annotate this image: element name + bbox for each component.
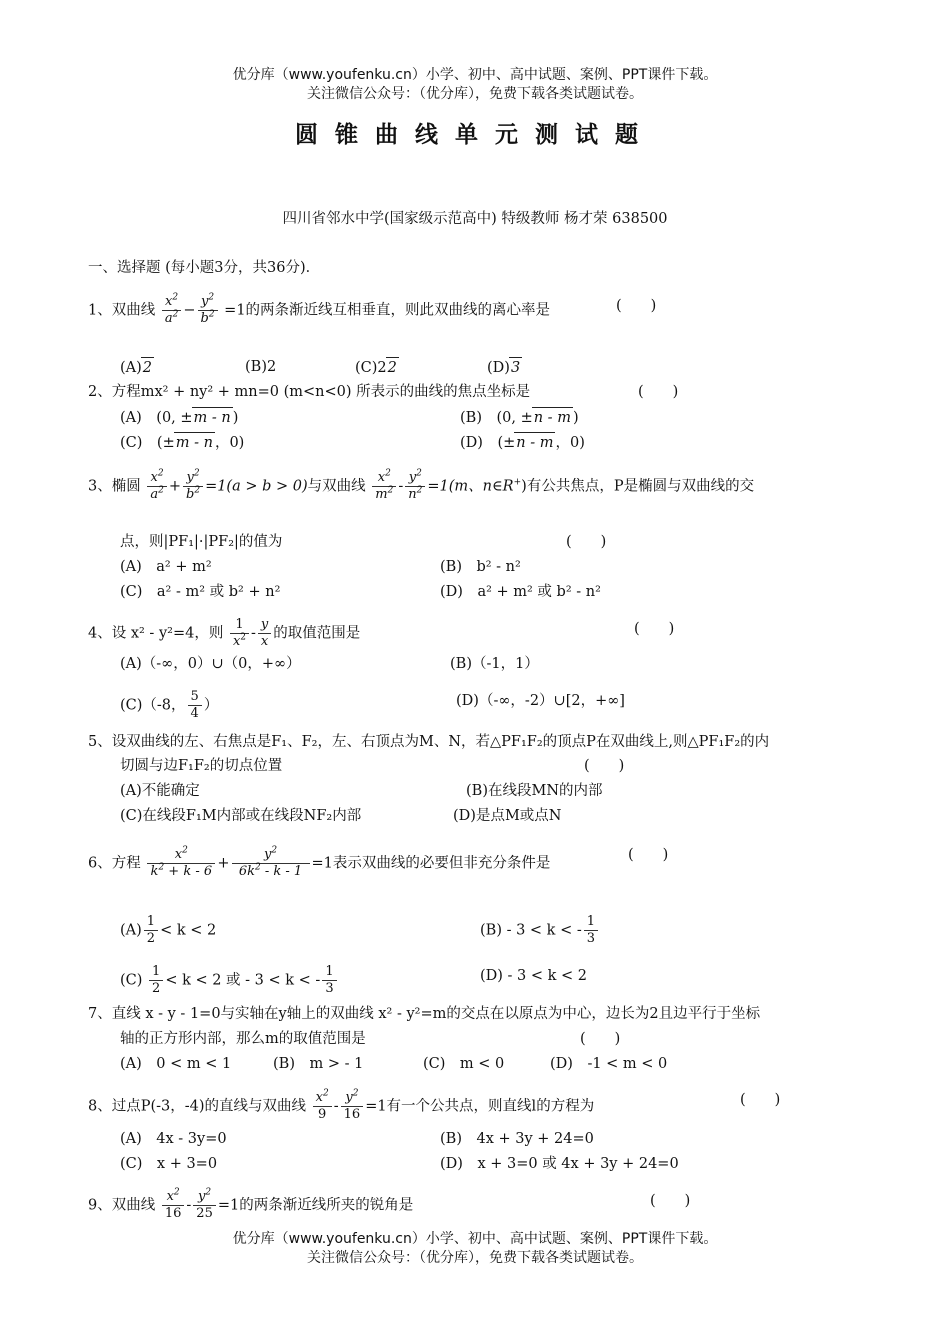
q4-option-c: (C)（-8， $\frac{5}{4}$ ） (120, 689, 219, 721)
question-4: 4、设 x² - y²=4，则 $\frac{1}{x^2}$ - $\frac{y}{x}$ 的取值范围是 (88, 617, 361, 649)
answer-blank: ( ) (580, 1031, 621, 1047)
answer-blank: ( ) (638, 384, 679, 400)
q8-option-d: (D) x + 3=0 或 4x + 3y + 24=0 (440, 1156, 679, 1172)
q8-option-b: (B) 4x + 3y + 24=0 (440, 1131, 594, 1147)
question-9: 9、双曲线 $\frac{x^2}{16}$ - $\frac{y^2}{25}$ =1的两条渐近线所夹的锐角是 (88, 1187, 414, 1221)
q7-option-b: (B) m > - 1 (273, 1056, 364, 1072)
fraction: $\frac{y^2}{b^2}$ (198, 294, 218, 327)
answer-blank: ( ) (634, 621, 675, 637)
q5-option-c: (C)在线段F₁M内部或在线段NF₂内部 (120, 808, 362, 824)
q6-option-c: (C) $\frac{1}{2}$ < k < 2 或 - 3 < k < - $\frac{1}{3}$ (120, 964, 339, 997)
header-banner (0, 66, 950, 104)
q4-option-a: (A)（-∞，0）∪（0，+∞） (120, 656, 301, 672)
q2-option-d: (D) (±n - m ，0) (460, 432, 585, 453)
question-5: 5、设双曲线的左、右焦点是F₁、F₂，左、右顶点为M、N，若△PF₁F₂的顶点P在双曲线上,则△PF₁F₂的内 (88, 734, 770, 750)
question-7: 7、直线 x - y - 1=0与实轴在y轴上的双曲线 x² - y²=m的交点在以原点为中心，边长为2且边平行于坐标 (88, 1006, 761, 1022)
banner-line-1: 优分库（www.youfenku.cn）小学、初中、高中试题、案例、PPT课件下载。 (232, 67, 718, 83)
question-8: 8、过点P(-3，-4)的直线与双曲线 $\frac{x^2}{9}$ - $\frac{y^2}{16}$ =1有一个公共点，则直线l的方程为 (88, 1088, 595, 1122)
question-2: 2、方程mx² + ny² + mn=0 (m<n<0) 所表示的曲线的焦点坐标是 (88, 384, 531, 400)
footer-line-2: 关注微信公众号：（优分库），免费下载各类试题试卷。 (307, 1250, 643, 1266)
q5-option-a: (A)不能确定 (120, 783, 200, 799)
q1-option-a: (A)2 (120, 357, 154, 378)
q6-option-a: (A) $\frac{1}{2}$ < k < 2 (120, 914, 217, 946)
question-3: 3、椭圆 $\frac{x^2}{a^2}$ + $\frac{y^2}{b^2}$ =1(a > b > 0)与双曲线 $\frac{x^2}{m^2}$ - $\frac{y^2}{n^2}$ =1(m、n∈R+)有公共焦点，P是椭圆与双曲线的交 (88, 468, 755, 502)
answer-blank: ( ) (650, 1193, 691, 1209)
q8-option-a: (A) 4x - 3y=0 (120, 1131, 227, 1147)
page-title: 圆锥曲线单元测试题 (295, 122, 655, 148)
q5-option-d: (D)是点M或点N (453, 808, 562, 824)
q3-option-d: (D) a² + m² 或 b² - n² (440, 584, 601, 600)
answer-blank: ( ) (566, 534, 607, 550)
q2-option-b: (B) (0, ±n - m ) (460, 407, 579, 428)
q7-line-2: 轴的正方形内部，那么m的取值范围是 (120, 1031, 366, 1047)
q2-option-a: (A) (0, ±m - n ) (120, 407, 238, 428)
q1-option-b: (B)2 (245, 359, 277, 375)
q3-line-2: 点，则|PF₁|·|PF₂|的值为 (120, 534, 283, 550)
q3-option-b: (B) b² - n² (440, 559, 521, 575)
answer-blank: ( ) (584, 758, 625, 774)
q7-option-d: (D) -1 < m < 0 (550, 1056, 668, 1072)
q5-option-b: (B)在线段MN的内部 (466, 783, 603, 799)
footer-banner (0, 1230, 950, 1268)
q8-option-c: (C) x + 3=0 (120, 1156, 218, 1172)
banner-line-2: 关注微信公众号：（优分库），免费下载各类试题试卷。 (307, 86, 643, 102)
answer-blank: ( ) (616, 298, 657, 314)
answer-blank: ( ) (628, 847, 669, 863)
author-line: 四川省邻水中学(国家级示范高中) 特级教师 杨才荣 638500 (282, 211, 668, 227)
q5-line-2: 切圆与边F₁F₂的切点位置 (120, 758, 283, 774)
q3-option-c: (C) a² - m² 或 b² + n² (120, 584, 281, 600)
q7-option-c: (C) m < 0 (423, 1056, 505, 1072)
q2-option-c: (C) (±m - n ，0) (120, 432, 244, 453)
q6-option-b: (B) - 3 < k < - $\frac{1}{3}$ (480, 914, 600, 947)
q3-option-a: (A) a² + m² (120, 559, 212, 575)
question-1: 1、双曲线 $\frac{x^2}{a^2}$ − $\frac{y^2}{b^2}$ =1的两条渐近线互相垂直，则此双曲线的离心率是 (88, 292, 551, 326)
footer-line-1: 优分库（www.youfenku.cn）小学、初中、高中试题、案例、PPT课件下载。 (232, 1231, 718, 1247)
section-heading: 一、选择题 (每小题3分，共36分)． (88, 260, 321, 276)
question-6: 6、方程 $\frac{x^2}{k^2 + k - 6}$ + $\frac{y^2}{6k^2 - k - 1}$ =1表示双曲线的必要但非充分条件是 (88, 845, 551, 879)
q1-option-c: (C)22 (355, 357, 399, 378)
q4-option-d: (D)（-∞，-2）∪[2，+∞] (456, 693, 625, 709)
q4-option-b: (B)（-1，1） (450, 656, 539, 672)
fraction: $\frac{x^2}{a^2}$ (162, 294, 182, 327)
q1-option-d: (D)3 (487, 357, 522, 378)
q7-option-a: (A) 0 < m < 1 (120, 1056, 232, 1072)
answer-blank: ( ) (740, 1092, 781, 1108)
q6-option-d: (D) - 3 < k < 2 (480, 968, 588, 984)
